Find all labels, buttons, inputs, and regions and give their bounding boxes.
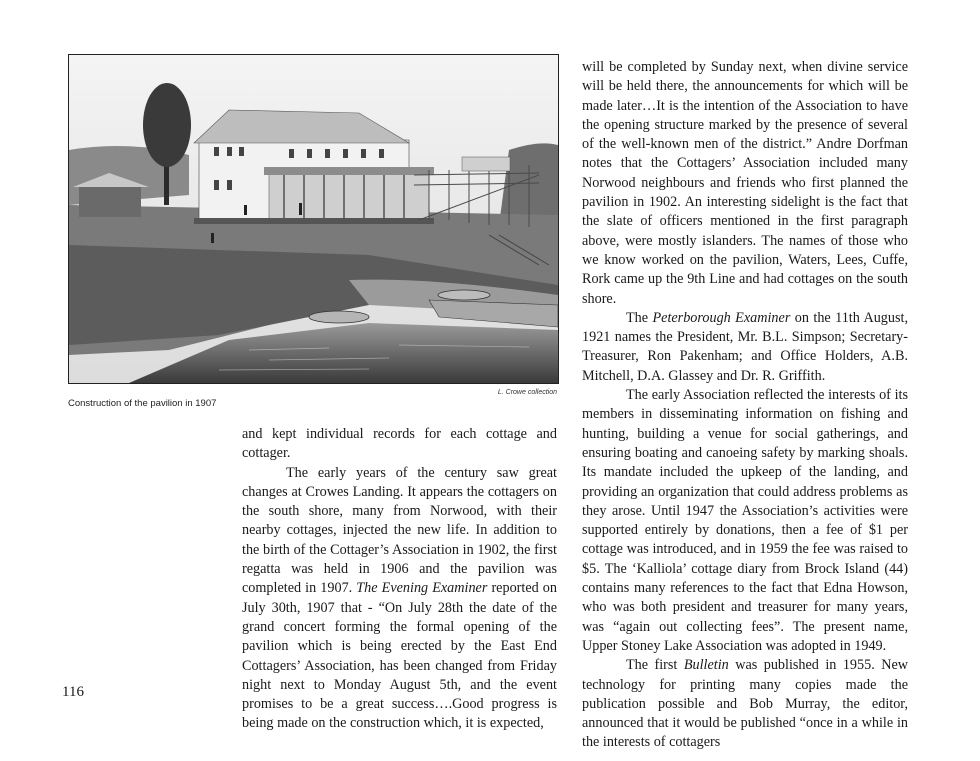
paragraph: The early years of the century saw great changes at Crowes Landing. It appears the cottagers on the south shore, many from Norwood, with their nearby cottages, injected the new life. In addition to the birth of the Cottager’s Association in 1902, the first regatta was held in 1906 and the pavilion was completed in 1907. The Evening Examiner reported on July 30th, 1907 that - “On July 28th the date of the grand concert forming the formal opening of the pavilion which is being erected by the East End Cottagers’ Association, has been changed from Friday night next to Monday August 5th, and the event promises to be a great success….Good progress is being made on the construction which, it is expected, <box>242 464 557 732</box>
photo-credit: L. Crowe collection <box>497 389 557 396</box>
paragraph: and kept individual records for each cottage and cottager. <box>242 426 557 462</box>
right-text-column <box>582 58 908 753</box>
page-number: 116 <box>62 684 84 700</box>
paragraph: will be completed by Sunday next, when divine service will be held there, the announcements for which will be made later…It is the intention of the Association to have the opening structure marked by the presence of several of the well-known men of the district.” Andre Dorfman notes that the Cottagers’ Association included many Norwood neighbours and friends who first planned the pavilion in 1902. An interesting sidelight is the fact that the slate of officers mentioned in the first paragraph above, were mostly islanders. The names of those who we know worked on the pavilion, Waters, Lees, Cuffe, Rork came up the 9th Line and had cottages on the south shore. <box>582 59 908 307</box>
left-text-column <box>242 425 557 734</box>
pavilion-photo <box>68 54 559 384</box>
photo-caption: Construction of the pavilion in 1907 <box>68 398 217 409</box>
paragraph: The first Bulletin was published in 1955. New technology for printing many copies made the publication possible and Bob Murray, the editor, announced that it would be published “once in a while in the interests of cottagers <box>582 657 908 751</box>
paragraph: The Peterborough Examiner on the 11th August, 1921 names the President, Mr. B.L. Simpson; Secretary-Treasurer, Ron Pakenham; and Office Holders, A.B. Mitchell, D.A. Glassey and Dr. R. Griffith. <box>582 309 908 384</box>
paragraph: The early Association reflected the interests of its members in disseminating information on fishing and hunting, building a venue for social gatherings, and ensuring boating and canoeing safety by marking shoals. Its mandate included the upkeep of the landing, and providing an organization that could address problems as they arose. Until 1947 the Association’s activities were supported entirely by donations, then a fee of $1 per cottage was introduced, and in 1959 the fee was raised to $5. The ‘Kalliola’ cottage diary from Brock Island (44) contains many references to the fact that Edna Howson, who was both president and treasurer for many years, was “again out collecting fees”. The present name, Upper Stoney Lake Association was adopted in 1949. <box>582 387 908 654</box>
historic-pavilion-photo-icon <box>69 55 558 383</box>
